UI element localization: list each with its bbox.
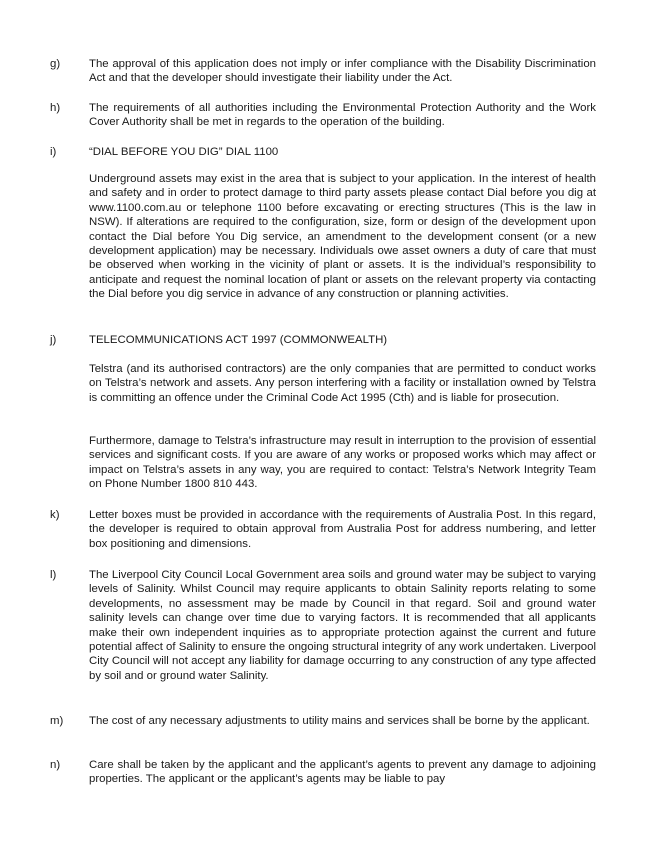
condition-i-heading: “DIAL BEFORE YOU DIG” DIAL 1100 <box>89 146 279 158</box>
condition-m-text: The cost of any necessary adjustments to utility mains and services shall be borne by the applicant. <box>89 715 590 727</box>
item-letter: m) <box>50 715 64 727</box>
condition-i-text: Underground assets may exist in the area that is subject to your application. In the interest of health and safety and in order to protect damage to third party assets please contact Dial before you dig at www.1100.com.au or telephone 1100 before excavating or erecting structures (This is the law in NSW). If alterations are required to the configuration, size, form or design of the development upon contact the Dial before You Dig service, an amendment to the development consent (or a new development application) may be necessary. Individuals owe asset owners a duty of care that must be observed when working in the vicinity of plant or assets. It is the individual’s responsibility to anticipate and request the nominal location of plant or assets on the relevant property via contacting the Dial before you dig service in advance of any construction or planning activities. <box>89 173 596 301</box>
condition-n-text: Care shall be taken by the applicant and the applicant’s agents to prevent any damage to adjoining properties. The applicant or the applicant’s agents may be liable to pay <box>89 759 596 786</box>
item-letter: g) <box>50 58 61 70</box>
condition-l-text: The Liverpool City Council Local Government area soils and ground water may be subject to varying levels of Salinity. Whilst Council may require applicants to obtain Salinity reports relating to some developments, no assessment may be made by Council in that regard. Soil and ground water salinity levels can change over time due to varying factors. It is recommended that all applicants make their own independent inquiries as to appropriate protection against the current and future potential affect of Salinity to ensure the ongoing structural integrity of any work undertaken. Liverpool City Council will not accept any liability for damage occurring to any construction of any type affected by soil and or ground water Salinity. <box>89 569 596 682</box>
item-letter: k) <box>50 509 60 521</box>
item-letter: l) <box>50 569 57 581</box>
condition-h-text: The requirements of all authorities including the Environmental Protection Authority and the Work Cover Authority shall be met in regards to the operation of the building. <box>89 102 596 129</box>
condition-j-text-1: Telstra (and its authorised contractors) are the only companies that are permitted to conduct works on Telstra’s network and assets. Any person interfering with a facility or installation owned by Telstra is committing an offence under the Criminal Code Act 1995 (Cth) and is liable for prosecution. <box>89 363 596 404</box>
item-letter: i) <box>50 146 57 158</box>
condition-j-text-2: Furthermore, damage to Telstra’s infrastructure may result in interruption to the provision of essential services and significant costs. If you are aware of any works or proposed works which may affect or impact on Telstra’s assets in any way, you are required to contact: Telstra’s Network Integrity Team on Phone Number 1800 810 443. <box>89 435 596 491</box>
item-letter: h) <box>50 102 61 114</box>
condition-k-text: Letter boxes must be provided in accordance with the requirements of Australia Post. In this regard, the developer is required to obtain approval from Australia Post for address numbering, and letter box positioning and dimensions. <box>89 509 596 550</box>
item-letter: j) <box>50 334 57 346</box>
condition-j-heading: TELECOMMUNICATIONS ACT 1997 (COMMONWEALTH) <box>89 334 388 346</box>
item-letter: n) <box>50 759 61 771</box>
condition-g-text: The approval of this application does not imply or infer compliance with the Disability Discrimination Act and that the developer should investigate their liability under the Act. <box>89 58 596 85</box>
